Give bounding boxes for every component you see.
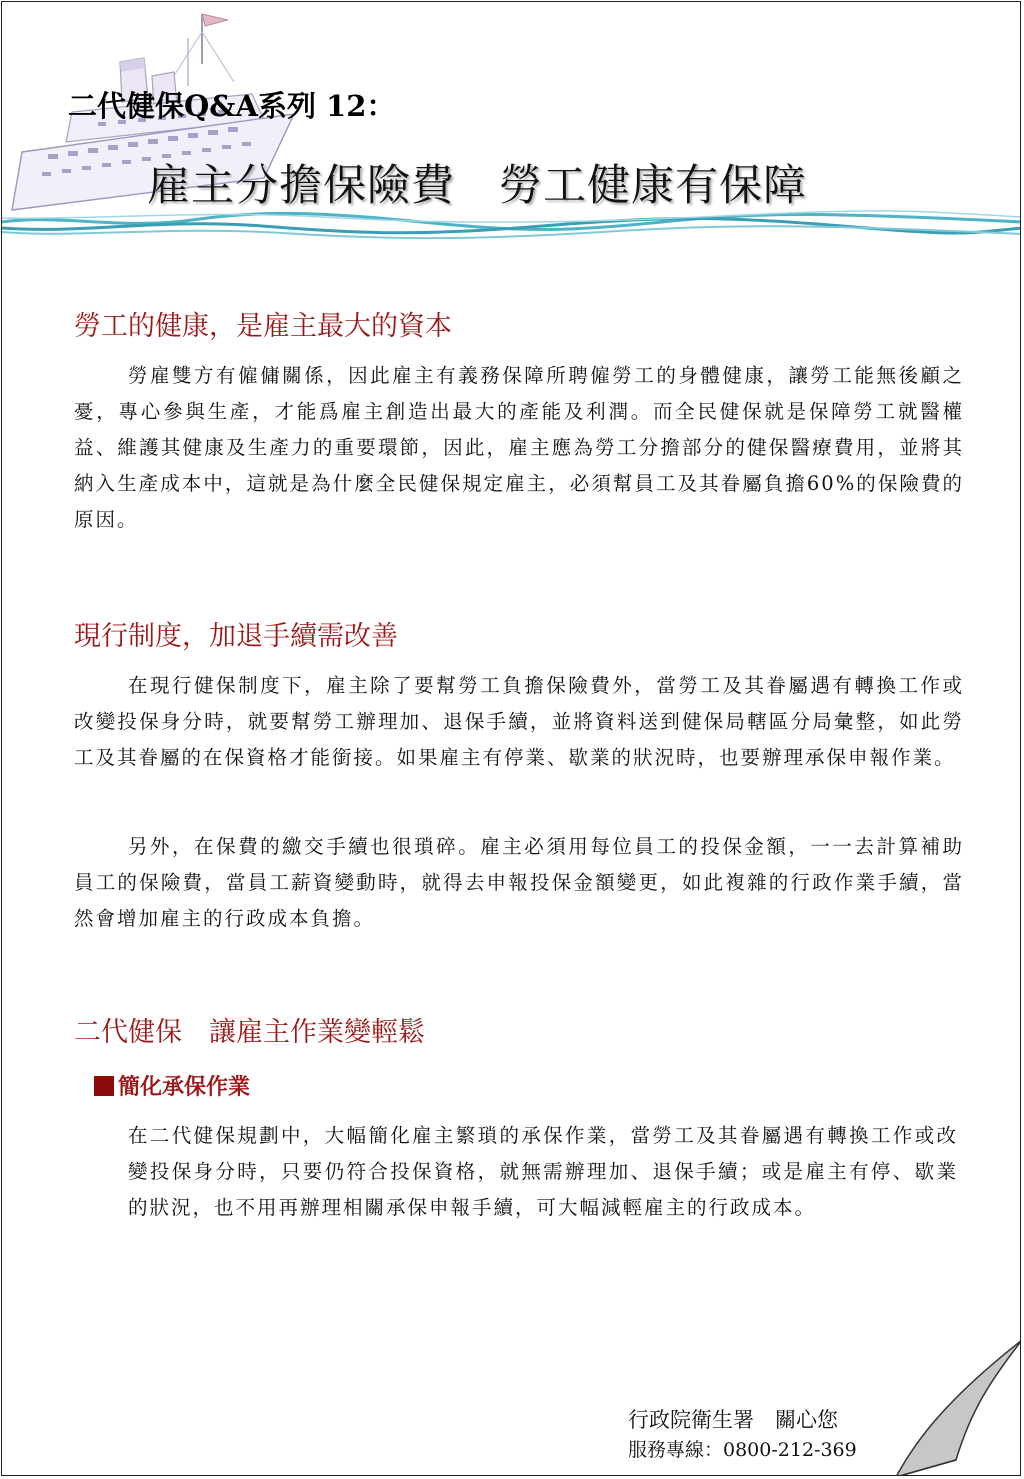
page-frame xyxy=(1,1,1021,1476)
section-paragraph: 勞雇雙方有僱傭關係，因此雇主有義務保障所聘僱勞工的身體健康，讓勞工能無後顧之憂，專心參與生產，才能爲雇主創造出最大的產能及利潤。而全民健保就是保障勞工就醫權益、維護其健康及生產力的重要環節，因此，雇主應為勞工分擔部分的健保醫療費用，並將其納入生產成本中，這就是為什麼全民健保規定雇主，必須幫員工及其眷屬負擔60%的保險費的原因。 xyxy=(74,364,964,531)
page-title: 雇主分擔保險費 勞工健康有保障 xyxy=(147,161,807,211)
section-heading-second-gen: 二代健保 讓雇主作業變輕鬆 xyxy=(74,1017,425,1048)
subheading-label: 簡化承保作業 xyxy=(118,1074,251,1100)
section-heading-current-system: 現行制度，加退手續需改善 xyxy=(74,621,398,652)
section-heading-employee-health: 勞工的健康，是雇主最大的資本 xyxy=(74,311,452,342)
page-curl-icon xyxy=(896,1340,1021,1476)
series-title: 二代健保Q&A系列 12： xyxy=(68,89,396,123)
section-paragraph: 在二代健保規劃中，大幅簡化雇主繁瑣的承保作業，當勞工及其眷屬遇有轉換工作或改變投保身分時，只要仍符合投保資格，就無需辦理加、退保手續；或是雇主有停、歇業的狀況，也不用再辦理相關承保申報手續，可大幅減輕雇主的行政成本。 xyxy=(128,1124,958,1219)
section-paragraph: 在現行健保制度下，雇主除了要幫勞工負擔保險費外，當勞工及其眷屬遇有轉換工作或改變投保身分時，就要幫勞工辦理加、退保手續，並將資料送到健保局轄區分局彙整，如此勞工及其眷屬的在保資格才能銜接。如果雇主有停業、歇業的狀況時，也要辦理承保申報作業。 xyxy=(74,674,964,769)
footer-hotline: 服務專線：0800-212-369 xyxy=(628,1439,857,1461)
wave-divider xyxy=(2,208,1021,242)
square-bullet-icon xyxy=(94,1076,114,1096)
footer-organization: 行政院衛生署 關心您 xyxy=(628,1408,838,1432)
section-paragraph: 另外，在保費的繳交手續也很瑣碎。雇主必須用每位員工的投保金額，一一去計算補助員工的保險費，當員工薪資變動時，就得去申報投保金額變更，如此複雜的行政作業手續，當然會增加雇主的行政成本負擔。 xyxy=(74,835,964,930)
subheading-simplified-enrollment xyxy=(94,1070,250,1101)
